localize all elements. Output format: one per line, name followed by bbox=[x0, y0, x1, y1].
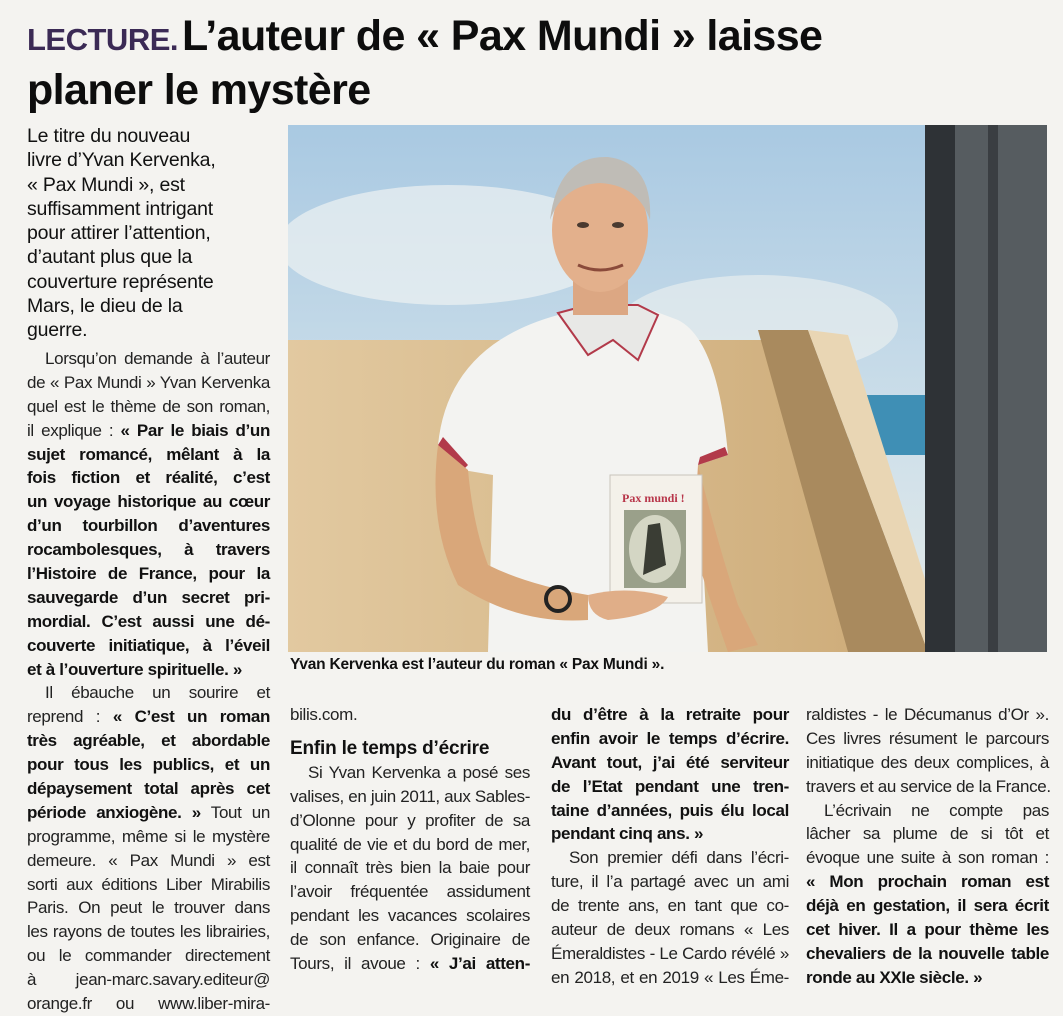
lead-line: « Pax Mundi », est bbox=[27, 173, 185, 196]
article-line: il connaît très bien la baie pour bbox=[290, 858, 530, 878]
lead-line: couverture représente bbox=[27, 270, 214, 293]
article-line: qualité de vie et du bord de mer, bbox=[290, 834, 530, 854]
article-line: Émeraldistes - Le Cardo révélé » bbox=[551, 943, 789, 963]
article-line: dépaysement total après cet bbox=[27, 779, 270, 799]
lead-line: pour attirer l’attention, bbox=[27, 222, 211, 245]
article-line: couverte initiatique, à l’éveil bbox=[27, 635, 270, 655]
article-line: évoque une suite à son roman : bbox=[806, 848, 1049, 868]
lead-line: Le titre du nouveau bbox=[27, 125, 191, 147]
article-line: en 2018, et en 2019 « Les Éme- bbox=[551, 967, 789, 987]
lead-line: guerre. bbox=[27, 319, 88, 342]
article-line: Paris. On peut le trouver dans bbox=[27, 898, 270, 918]
article-line: sorti aux éditions Liber Mirabilis bbox=[27, 874, 270, 894]
article-line: l’avoir fréquentée assidument bbox=[290, 882, 530, 902]
lead-line: d’autant plus que la bbox=[27, 246, 193, 269]
article-line: les rayons de toutes les librairies, bbox=[27, 922, 270, 942]
article-line: de l’Etat pendant une tren- bbox=[551, 776, 789, 796]
article-line: de « Pax Mundi » Yvan Kervenka bbox=[27, 372, 270, 392]
article-line: Avant tout, j’ai été serviteur bbox=[551, 752, 789, 772]
article-line: de trente ans, en tant que co- bbox=[551, 896, 789, 916]
article-line: pour tous les publics, et un bbox=[27, 755, 270, 775]
article-line: orange.fr ou www.liber-mira- bbox=[27, 994, 270, 1014]
text-segment: « J’ai atten- bbox=[429, 954, 531, 974]
article-line: Son premier défi dans l’écri- bbox=[569, 848, 789, 868]
article-line: sujet romancé, mêlant à la bbox=[27, 444, 270, 464]
article-line bbox=[27, 801, 270, 825]
article-line: bilis.com. bbox=[290, 705, 358, 724]
article-line: mordial. C’est aussi une dé- bbox=[27, 611, 270, 631]
article-column-4 bbox=[806, 703, 1049, 990]
article-line: d’un tourbillon d’aventures bbox=[27, 516, 270, 536]
article-line bbox=[27, 419, 270, 443]
article-line: ture, il l’a partagé avec un ami bbox=[551, 872, 789, 892]
headline-line-2: planer le mystère bbox=[27, 66, 371, 114]
article-line: enfin avoir le temps d’écrire. bbox=[551, 728, 789, 748]
article-line: Ces livres résument le parcours bbox=[806, 728, 1049, 748]
article-line: du d’être à la retraite pour bbox=[551, 705, 789, 724]
article-line: travers et au service de la France. bbox=[806, 776, 1051, 796]
text-segment: « Par le biais d’un bbox=[120, 420, 271, 440]
article-line: à jean-marc.savary.editeur@ bbox=[27, 970, 270, 990]
article-line: programme, même si le mystère bbox=[27, 826, 270, 846]
lead-line: Mars, le dieu de la bbox=[27, 295, 183, 318]
article-line: un voyage historique au cœur bbox=[27, 492, 270, 512]
lead-paragraph bbox=[27, 124, 277, 343]
article-line: d’Olonne pour y profiter de sa bbox=[290, 810, 530, 830]
article-column-1 bbox=[27, 347, 270, 1016]
article-line: et à l’ouverture spirituelle. » bbox=[27, 659, 242, 679]
article-line: pendant cinq ans. » bbox=[551, 824, 704, 844]
lead-line: livre d’Yvan Kervenka, bbox=[27, 149, 216, 172]
author-photo bbox=[288, 125, 1047, 652]
section-subheading: Enfin le temps d’écrire bbox=[290, 737, 490, 759]
text-segment: il explique : bbox=[27, 420, 121, 440]
lead-line: suffisamment intrigant bbox=[27, 197, 213, 220]
text-segment: Tours, il avoue : bbox=[290, 954, 430, 974]
article-line: ou le commander directement bbox=[27, 946, 270, 966]
article-line: Si Yvan Kervenka a posé ses bbox=[308, 762, 530, 782]
article-column-3 bbox=[551, 703, 789, 990]
article-line: ronde au XXIe siècle. » bbox=[806, 967, 983, 987]
article-line: demeure. « Pax Mundi » est bbox=[27, 850, 270, 870]
article-line: de son enfance. Originaire de bbox=[290, 930, 530, 950]
article-line: cet hiver. Il a pour thème les bbox=[806, 920, 1049, 940]
article-line: très agréable, et abordable bbox=[27, 731, 270, 751]
section-kicker: LECTURE. bbox=[27, 22, 178, 57]
photo-caption: Yvan Kervenka est l’auteur du roman « Pax Mundi ». bbox=[290, 656, 665, 673]
article-line: Il ébauche un sourire et bbox=[45, 683, 270, 703]
article-line: fois fiction et réalité, c’est bbox=[27, 468, 270, 488]
text-segment: reprend : bbox=[27, 707, 113, 727]
text-segment: « C’est un roman bbox=[112, 707, 270, 727]
article-line: déjà en gestation, il sera écrit bbox=[806, 896, 1049, 916]
article-line: chevaliers de la nouvelle table bbox=[806, 943, 1049, 963]
article-line: initiatique des deux complices, à bbox=[806, 752, 1049, 772]
text-segment: période anxiogène. » bbox=[27, 802, 201, 822]
article-line: raldistes - le Décumanus d’Or ». bbox=[806, 705, 1049, 724]
article-line: pendant les vacances scolaires bbox=[290, 906, 530, 926]
article-line: auteur de deux romans « Les bbox=[551, 920, 789, 940]
article-line bbox=[27, 705, 270, 729]
article-line: Lorsqu’on demande à l’auteur bbox=[45, 349, 270, 368]
text-segment: Tout un bbox=[200, 802, 270, 822]
author-photo-illustration bbox=[288, 125, 1047, 652]
article-line: rocambolesques, à travers bbox=[27, 540, 270, 560]
book-cover-title: Pax mundi ! bbox=[622, 491, 685, 505]
article-line: « Mon prochain roman est bbox=[806, 872, 1049, 892]
article-line: quel est le thème de son roman, bbox=[27, 396, 270, 416]
article-line: l’Histoire de France, pour la bbox=[27, 564, 270, 584]
article-line bbox=[290, 952, 530, 976]
article-line: lâcher sa plume de si tôt et bbox=[806, 824, 1049, 844]
headline-line-1: L’auteur de « Pax Mundi » laisse bbox=[182, 12, 823, 60]
article-column-2 bbox=[290, 703, 530, 976]
article-line: taine d’années, puis élu local bbox=[551, 800, 789, 820]
article-line: sauvegarde d’un secret pri- bbox=[27, 587, 270, 607]
article-line: valises, en juin 2011, aux Sables- bbox=[290, 786, 531, 806]
article-line: L’écrivain ne compte pas bbox=[824, 800, 1049, 820]
